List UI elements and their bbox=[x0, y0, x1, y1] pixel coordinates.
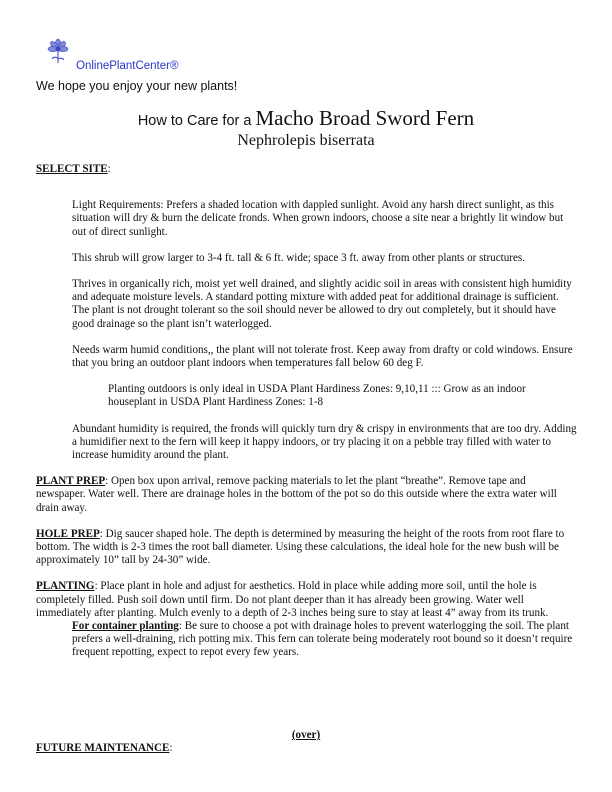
container-planting-text: : Be sure to choose a pot with drainage holes to prevent waterlogging the soil. The plant prefers a well-draining, rich potting mix. This fern can tolerate being moderately root bound so it doesn’t require frequent repotting, expect to repot every few years. bbox=[72, 620, 573, 659]
latin-name: Nephrolepis biserrata bbox=[237, 132, 375, 149]
zones-paragraph: Planting outdoors is only ideal in USDA Plant Hardiness Zones: 9,10,11 ::: Grow as an indoor houseplant in USDA Plant Hardiness Zones: 1-8 bbox=[108, 383, 526, 409]
select-site-heading: SELECT SITE bbox=[36, 163, 108, 175]
flower-logo-icon bbox=[45, 38, 71, 64]
care-document bbox=[36, 163, 577, 660]
plant-prep-heading: PLANT PREP bbox=[36, 475, 106, 488]
humidity-paragraph: Abundant humidity is required, the fronds will quickly turn dry & crispy in environments that are too dry. Adding a humidifier next to the fern will keep it happy indoors, or try placing it on a pebble tray filled with water to increase humidity around the plant. bbox=[72, 422, 577, 462]
over-marker: (over) bbox=[291, 729, 321, 741]
page-title bbox=[0, 106, 612, 131]
planting-text: : Place plant in hole and adjust for aesthetics. Hold in place while adding more soil, until the hole is completely filled. Push soil down until firm. Do not plant deeper than it has already been growing. Water well immediately after planting. Mulch evenly to a depth of 2-3 inches being sure to stay at least 4” away from its trunk. bbox=[36, 580, 549, 619]
planting-paragraph bbox=[36, 580, 577, 620]
soil-paragraph: Thrives in organically rich, moist yet well drained, and slightly acidic soil in areas with consistent high humidity and adequate moisture levels. A standard potting mixture with added peat for additional drainage is sufficient. The plant is not drought tolerant so the soil should never be allowed to dry out completely, but it should have good drainage so the plant isn’t waterlogged. bbox=[72, 278, 572, 330]
title-prefix: How to Care for a bbox=[137, 113, 252, 129]
container-planting-heading: For container planting bbox=[72, 620, 179, 633]
tagline: We hope you enjoy your new plants! bbox=[36, 79, 238, 93]
select-site-colon: : bbox=[107, 163, 111, 175]
future-maintenance-colon: : bbox=[169, 742, 173, 754]
brand-name: OnlinePlantCenter® bbox=[76, 60, 179, 72]
size-paragraph: This shrub will grow larger to 3-4 ft. tall & 6 ft. wide; space 3 ft. away from other plants or structures. bbox=[72, 251, 525, 264]
title-main: Macho Broad Sword Fern bbox=[255, 106, 475, 130]
hole-prep-text: : Dig saucer shaped hole. The depth is determined by measuring the height of the roots from root flare to bottom. The width is 2-3 times the root ball diameter. Using these calculations, the ideal hole for the new bush will be approximately 10” tall by 24-30” wide. bbox=[36, 527, 565, 567]
temperature-paragraph: Needs warm humid conditions,, the plant will not tolerate frost. Keep away from drafty or cold windows. Ensure that you bring an outdoor plant indoors when temperatures fall below 60 deg F. bbox=[72, 343, 573, 370]
container-planting-paragraph bbox=[36, 620, 577, 660]
hole-prep-heading: HOLE PREP bbox=[36, 527, 100, 540]
select-site-heading-line bbox=[36, 163, 577, 176]
light-paragraph: Light Requirements: Prefers a shaded location with dappled sunlight. Avoid any harsh direct sunlight, as this situation will dry & burn the delicate fronds. When grown indoors, choose a site near a brightly lit window but out of direct sunlight. bbox=[72, 199, 564, 238]
plant-prep-text: : Open box upon arrival, remove packing materials to let the plant “breathe”. Remove tape and newspaper. Water well. There are drainage holes in the bottom of the pot so do this outside where the extra water will drain away. bbox=[36, 475, 557, 514]
future-maintenance-heading: FUTURE MAINTENANCE bbox=[36, 742, 170, 754]
future-maintenance-line bbox=[36, 742, 173, 754]
hole-prep-paragraph bbox=[36, 528, 577, 568]
plant-prep-paragraph bbox=[36, 475, 577, 515]
planting-heading: PLANTING bbox=[36, 580, 95, 593]
